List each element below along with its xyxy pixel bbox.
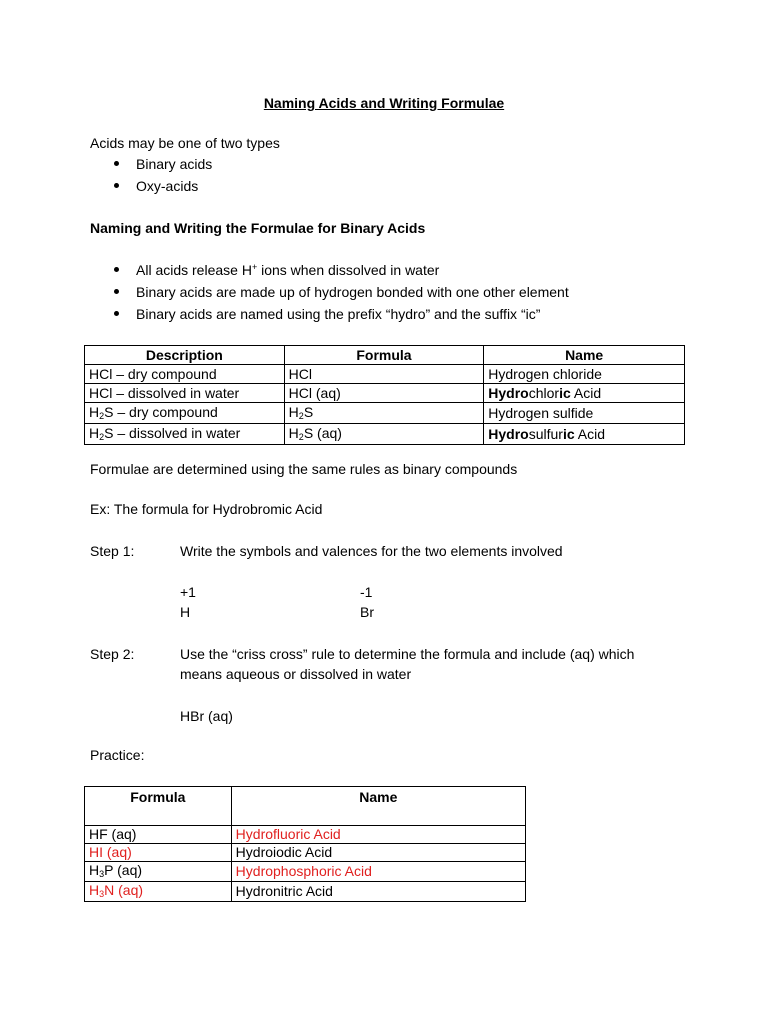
table-cell: HCl (aq): [284, 384, 484, 403]
list-item: Binary acids: [110, 153, 212, 175]
answer-cell: HI (aq): [85, 844, 232, 862]
table-cell: Hydroiodic Acid: [231, 844, 525, 862]
step2-result: HBr (aq): [180, 708, 233, 724]
step2-line2: means aqueous or dissolved in water: [180, 666, 412, 682]
practice-table: [84, 786, 526, 902]
step1-label: Step 1:: [90, 543, 135, 559]
table-cell: Hydronitric Acid: [231, 882, 525, 902]
step1-text: Write the symbols and valences for the two elements involved: [180, 543, 563, 559]
list-item: All acids release H+ ions when dissolved in water: [110, 259, 569, 281]
binary-facts-list: [110, 259, 569, 325]
table-cell: Hydrochloric Acid: [484, 384, 685, 403]
table-header-row: [85, 787, 526, 826]
practice-label: Practice:: [90, 747, 145, 763]
step2-label: Step 2:: [90, 646, 135, 662]
table-row: [85, 365, 685, 384]
table-row: [85, 384, 685, 403]
table-row: [85, 882, 526, 902]
column-header: Description: [85, 346, 285, 365]
table-cell: HF (aq): [85, 826, 232, 844]
valence-br: -1: [360, 584, 373, 600]
table-cell: HCl – dissolved in water: [85, 384, 285, 403]
column-header: Formula: [85, 787, 232, 826]
table-row: [85, 826, 526, 844]
table-cell: Hydrogen sulfide: [484, 403, 685, 424]
table-row: [85, 862, 526, 882]
valence-h: +1: [180, 584, 196, 600]
binary-acids-table: [84, 345, 685, 445]
table-cell: $H_2S$: [284, 403, 484, 424]
table-cell: $H_3P$ (aq): [85, 862, 232, 882]
section-heading: Naming and Writing the Formulae for Binary Acids: [90, 220, 426, 236]
list-item: Oxy-acids: [110, 175, 212, 197]
answer-cell: Hydrophosphoric Acid: [231, 862, 525, 882]
table-header-row: [85, 346, 685, 365]
acid-types-list: [110, 153, 212, 197]
list-item: Binary acids are made up of hydrogen bonded with one other element: [110, 281, 569, 303]
list-item: Binary acids are named using the prefix “hydro” and the suffix “ic”: [110, 303, 569, 325]
column-header: Formula: [284, 346, 484, 365]
table-cell: Hydrosulfuric Acid: [484, 424, 685, 445]
table-row: [85, 424, 685, 445]
symbol-br: Br: [360, 604, 374, 620]
rule-text: Formulae are determined using the same rules as binary compounds: [90, 461, 518, 477]
symbol-h: H: [180, 604, 191, 620]
page-title: Naming Acids and Writing Formulae: [263, 95, 505, 111]
table-cell: HCl – dry compound: [85, 365, 285, 384]
table-cell: $H_2S$ (aq): [284, 424, 484, 445]
column-header: Name: [231, 787, 525, 826]
step2-line1: Use the “criss cross” rule to determine the formula and include (aq) which: [180, 646, 635, 662]
table-row: [85, 403, 685, 424]
answer-cell: $H_3N$ (aq): [85, 882, 232, 902]
column-header: Name: [484, 346, 685, 365]
answer-cell: Hydrofluoric Acid: [231, 826, 525, 844]
table-cell: $H_2S$ – dry compound: [85, 403, 285, 424]
table-cell: HCl: [284, 365, 484, 384]
table-cell: $H_2S$ – dissolved in water: [85, 424, 285, 445]
table-row: [85, 844, 526, 862]
example-text: Ex: The formula for Hydrobromic Acid: [90, 501, 323, 517]
table-cell: Hydrogen chloride: [484, 365, 685, 384]
intro-text: Acids may be one of two types: [90, 135, 280, 151]
